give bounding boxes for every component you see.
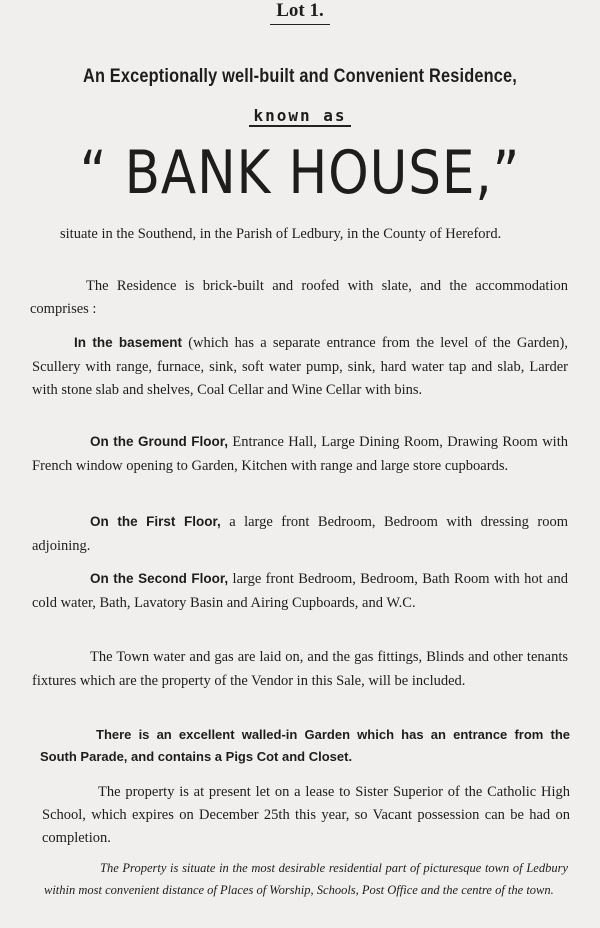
known-as-text: known as bbox=[249, 106, 350, 127]
room-text: (which has a separate entrance from the level of the Garden), Scullery with range, furnace, sink, soft water pump, sink, hard water tap and slab, Larder with stone slab and shelves, Coal Cellar and Wine Cellar with bins. bbox=[32, 335, 568, 398]
residence-paragraph bbox=[30, 275, 568, 321]
lease-text: The property is at present let on a lease to Sister Superior of the Catholic High School, which expires on December 25th this year, so Vacant possession can be had on completion. bbox=[42, 784, 570, 846]
utilities-paragraph bbox=[32, 646, 568, 693]
room-text: Entrance Hall, Large Dining Room, Drawing Room with French window opening to Garden, Kitchen with range and large store cupboards. bbox=[32, 434, 568, 474]
room-heading: On the First Floor, bbox=[90, 514, 221, 529]
property-title: “ BANK HOUSE,” bbox=[79, 138, 521, 208]
room-heading: On the Ground Floor, bbox=[90, 434, 228, 449]
room-text: a large front Bedroom, Bedroom with dressing room adjoining. bbox=[32, 514, 568, 554]
room-text: large front Bedroom, Bedroom, Bath Room with hot and cold water, Bath, Lavatory Basin and Airing Cupboards, and W.C. bbox=[32, 571, 568, 611]
garden-text: There is an excellent walled-in Garden which has an entrance from the South Parade, and contains a Pigs Cot and Closet. bbox=[40, 727, 570, 764]
intro-paragraph: situate in the Southend, in the Parish of Ledbury, in the County of Hereford. bbox=[60, 226, 502, 242]
location-note bbox=[44, 857, 568, 901]
headline: An Exceptionally well-built and Convenient Residence, bbox=[82, 66, 518, 87]
known-as-label bbox=[0, 106, 600, 125]
garden-paragraph bbox=[40, 724, 570, 768]
lease-paragraph bbox=[42, 781, 570, 850]
room-heading: In the basement bbox=[74, 335, 182, 350]
room-basement bbox=[32, 331, 568, 403]
room-ground-floor bbox=[32, 430, 568, 478]
lot-label: Lot 1. bbox=[270, 0, 330, 25]
utilities-text: The Town water and gas are laid on, and the gas fittings, Blinds and other tenants fixtures which are the property of the Vendor in this Sale, will be included. bbox=[32, 649, 568, 689]
room-heading: On the Second Floor, bbox=[90, 571, 229, 586]
room-first-floor bbox=[32, 510, 568, 558]
location-note-text: The Property is situate in the most desirable residential part of picturesque town of Ledbury within most convenient distance of Places of Worship, Schools, Post Office and the centre of the town. bbox=[44, 861, 568, 897]
residence-text: The Residence is brick-built and roofed with slate, and the accommodation comprises : bbox=[30, 278, 568, 317]
room-second-floor bbox=[32, 567, 568, 615]
lot-heading bbox=[0, 0, 600, 25]
